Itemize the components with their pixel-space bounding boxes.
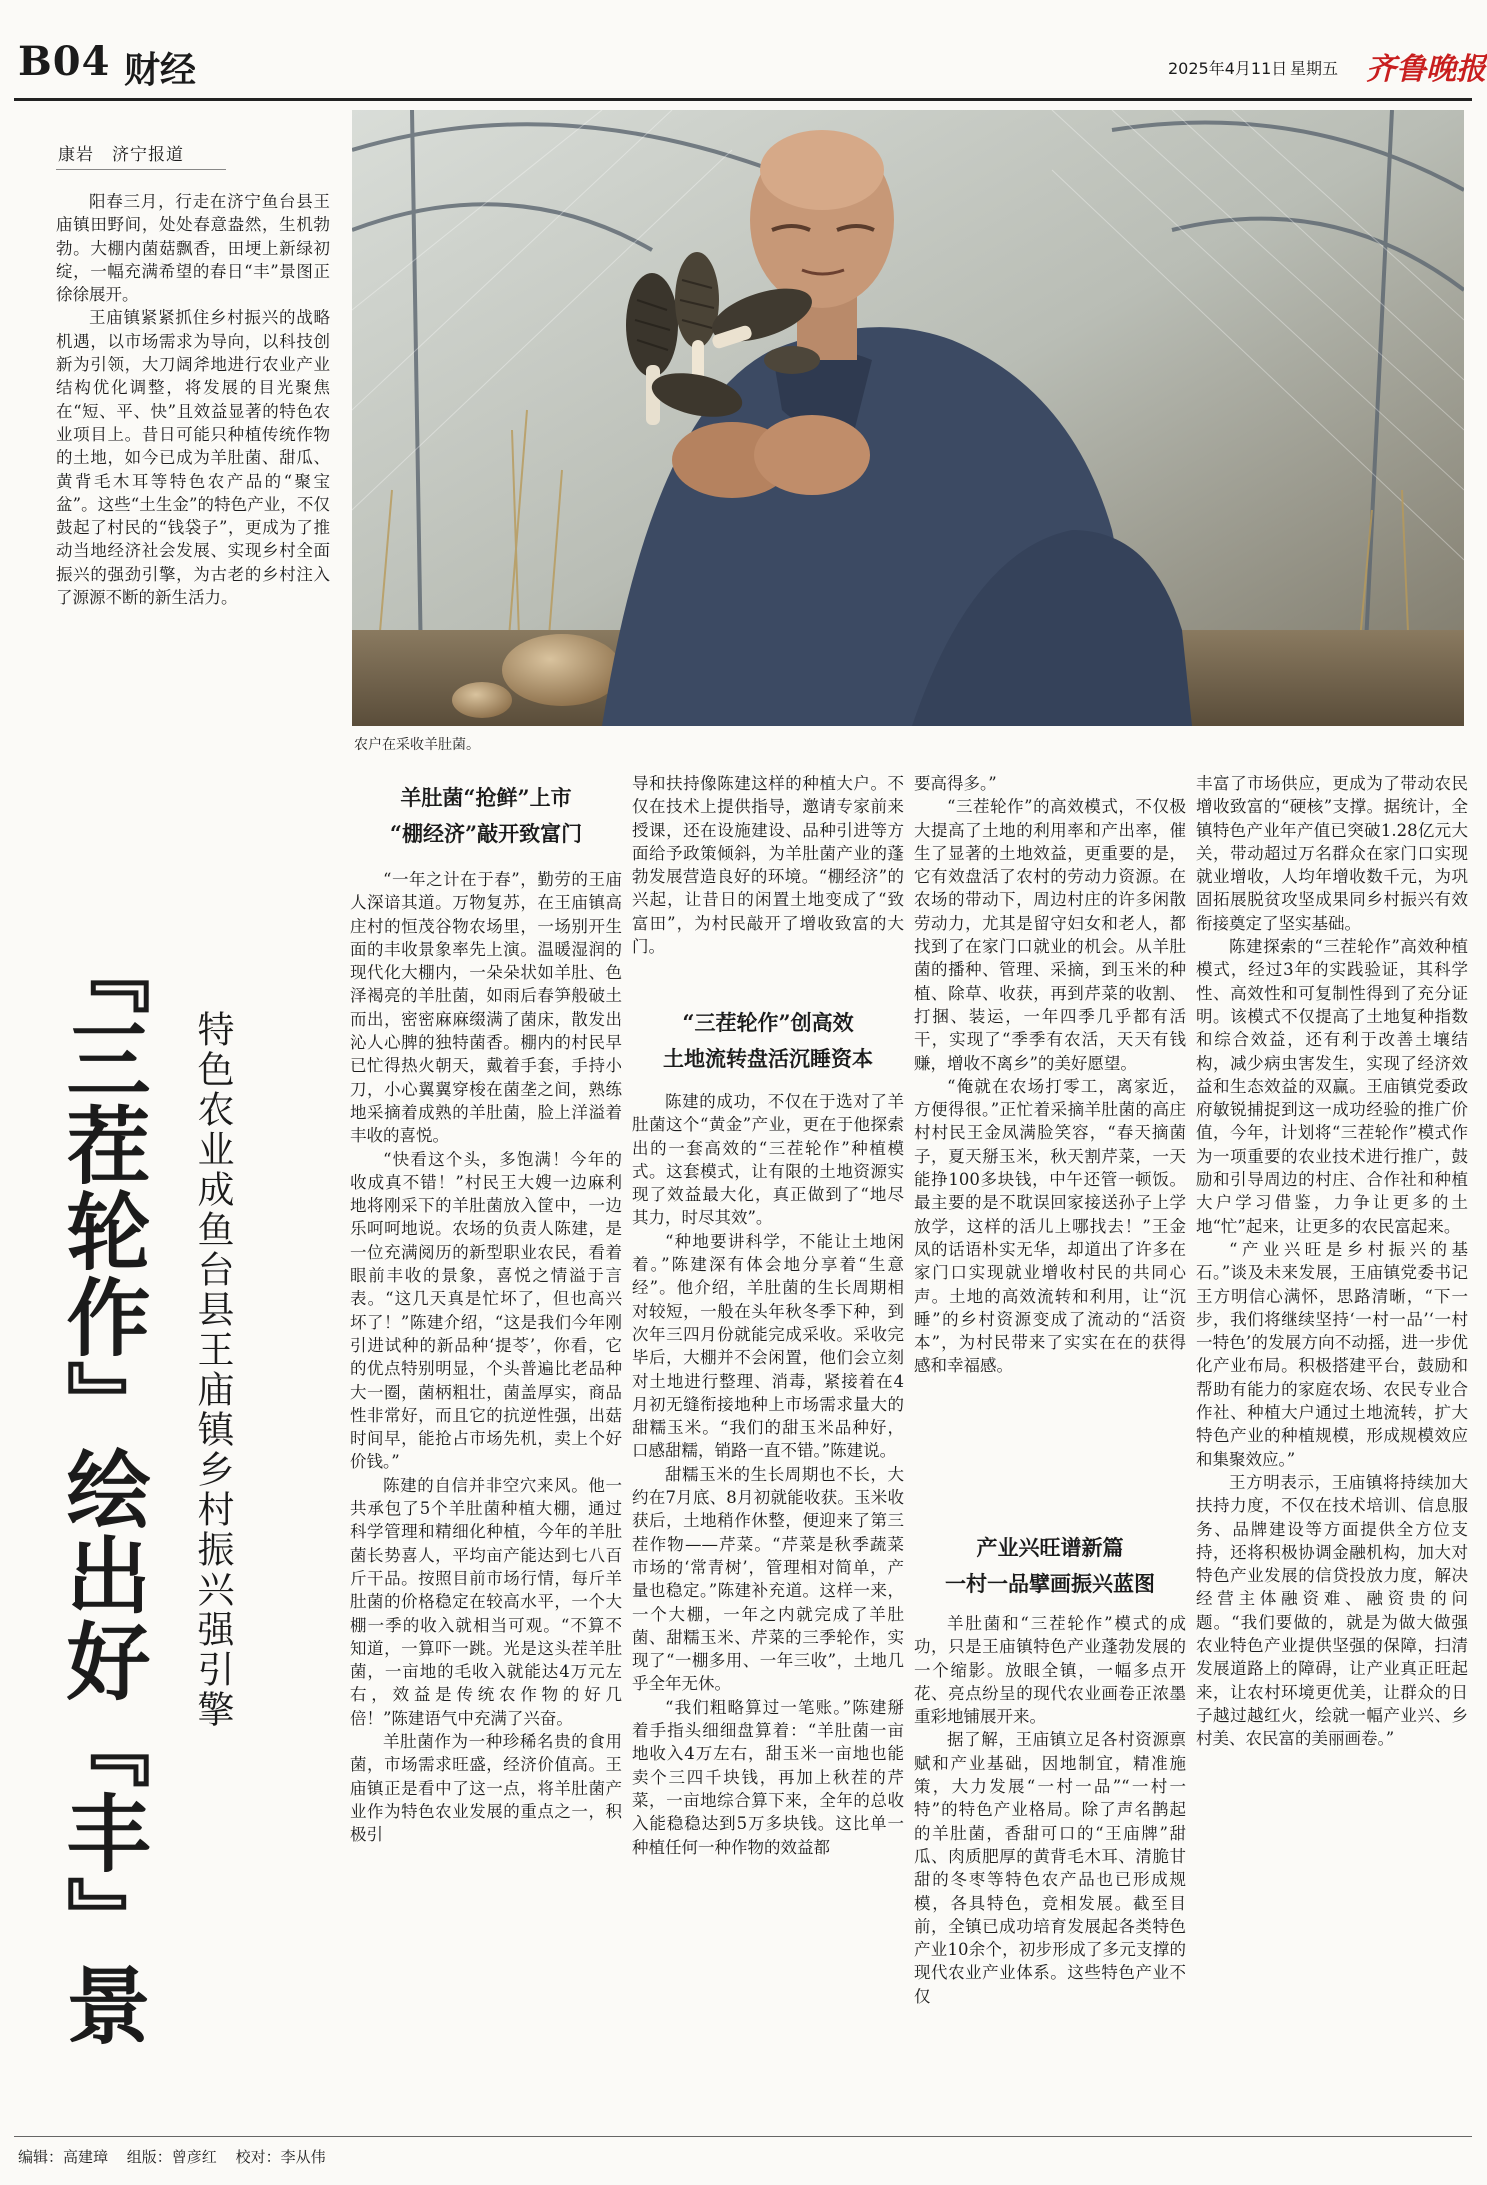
layout-credit: 组版：曾彦红 bbox=[126, 2148, 217, 2166]
article-column bbox=[914, 772, 1186, 1378]
section-heading-line: 产业兴旺谱新篇 bbox=[976, 1535, 1124, 1560]
section-heading-line: “三茬轮作”创高效 bbox=[682, 1010, 854, 1035]
article-paragraph: “快看这个头，多饱满！今年的收成真不错！”村民王大嫂一边麻利地将刚采下的羊肚菌放入筐中，一边乐呵呵地说。农场的负责人陈建，是一位充满阅历的新型职业农民，看着眼前丰收的景象，喜悦之情溢于言表。“这几天真是忙坏了，但也高兴坏了！”陈建介绍，“这是我们今年刚引进试种的新品种‘提苓’，你看，它的优点特别明显，个头普遍比老品种大一圈，菌柄粗壮，菌盖厚实，商品性非常好，而且它的抗逆性强，出菇时间早，能抢占市场先机，卖上个好价钱。” bbox=[350, 1149, 622, 1472]
lead-paragraph: 阳春三月，行走在济宁鱼台县王庙镇田野间，处处春意盎然，生机勃勃。大棚内菌菇飘香，田埂上新绿初绽，一幅充满希望的春日“丰”景图正徐徐展开。 bbox=[56, 192, 330, 305]
article-paragraph: 羊肚菌作为一种珍稀名贵的食用菌，市场需求旺盛，经济价值高。王庙镇正是看中了这一点，将羊肚菌产业作为特色农业发展的重点之一，积极引 bbox=[350, 1731, 622, 1845]
byline-rule bbox=[56, 169, 226, 170]
article-paragraph: “俺就在农场打零工，离家近，方便得很。”正忙着采摘羊肚菌的高庄村村民王金凤满脸笑容，“春天摘菌子，夏天掰玉米，秋天割芹菜，一天能挣100多块钱，中午还管一顿饭。最主要的是不耽误回家接送孙子上学放学，这样的活儿上哪找去！”王金凤的话语朴实无华，却道出了许多在家门口实现就业增收村民的共同心声。土地的高效流转和利用，让“沉睡”的乡村资源变成了流动的“活资本”，为村民带来了实实在在的获得感和幸福感。 bbox=[914, 1076, 1186, 1376]
article-paragraph: 陈建的自信并非空穴来风。他一共承包了5个羊肚菌种植大棚，通过科学管理和精细化种植，今年的羊肚菌长势喜人，平均亩产能达到七八百斤干品。按照目前市场行情，每斤羊肚菌的价格稳定在较高水平，一个大棚一季的收入就相当可观。“不算不知道，一算吓一跳。光是这头茬羊肚菌，一亩地的毛收入就能达4万元左右，效益是传统农作物的好几倍！”陈建语气中充满了兴奋。 bbox=[350, 1475, 622, 1728]
newspaper-masthead: 齐鲁晚报 bbox=[1366, 52, 1486, 87]
issue-date: 2025年4月11日 bbox=[1168, 59, 1288, 78]
subheadline: 特色农业成鱼台县王庙镇乡村振兴强引擎 bbox=[191, 1010, 234, 1730]
lead-paragraph: 王庙镇紧紧抓住乡村振兴的战略机遇，以市场需求为导向，以科技创新为引领，大刀阔斧地进行农业产业结构优化调整，将发展的目光聚焦在“短、平、快”且效益显著的特色农业项目上。昔日可能只种植传统作物的土地，如今已成为羊肚菌、甜瓜、黄背毛木耳等特色农产品的“聚宝盆”。这些“土生金”的特色产业，不仅鼓起了村民的“钱袋子”，更成为了推动当地经济社会发展、实现乡村全面振兴的强劲引擎，为古老的乡村注入了源源不断的新生活力。 bbox=[56, 308, 330, 608]
section-heading-line: 一村一品擘画振兴蓝图 bbox=[945, 1571, 1155, 1596]
page-number: B04 bbox=[18, 38, 111, 85]
section-heading bbox=[914, 1530, 1186, 1602]
article-paragraph: “一年之计在于春”，勤劳的王庙人深谙其道。万物复苏，在王庙镇高庄村的恒茂谷物农场里，一场别开生面的丰收景象率先上演。温暖湿润的现代化大棚内，一朵朵状如羊肚、色泽褐亮的羊肚菌，如雨后春笋般破土而出，密密麻麻缀满了菌床，散发出沁人心脾的独特菌香。棚内的村民早已忙得热火朝天，戴着手套，手持小刀，小心翼翼穿梭在菌垄之间，熟练地采摘着成熟的羊肚菌，脸上洋溢着丰收的喜悦。 bbox=[350, 870, 622, 1146]
headline: 『三茬轮作』绘出好『丰』景 bbox=[53, 930, 152, 2048]
article-column bbox=[350, 868, 622, 1846]
article-paragraph: “种地要讲科学，不能让土地闲着。”陈建深有体会地分享着“生意经”。他介绍，羊肚菌的生长周期相对较短，一般在头年秋冬季下种，到次年三四月份就能完成采收。采收完毕后，大棚并不会闲置，他们会立刻对土地进行整理、消毒，紧接着在4月初无缝衔接地种上市场需求量大的甜糯玉米。“我们的甜玉米品种好，口感甜糯，销路一直不错。”陈建说。 bbox=[632, 1231, 904, 1461]
byline: 康岩 济宁报道 bbox=[58, 145, 184, 165]
article-paragraph: 王方明表示，王庙镇将持续加大扶持力度，不仅在技术培训、信息服务、品牌建设等方面提供全方位支持，还将积极协调金融机构，加大对特色产业发展的信贷投放力度，解决经营主体融资难、融资贵的问题。“我们要做的，就是为做大做强农业特色产业提供坚强的保障，扫清发展道路上的障碍，让产业真正旺起来，让农村环境更优美，让群众的日子越过越红火，绘就一幅产业兴、乡村美、农民富的美丽画卷。” bbox=[1196, 1472, 1468, 1749]
article-paragraph: 陈建的成功，不仅在于选对了羊肚菌这个“黄金”产业，更在于他探索出的一套高效的“三茬轮作”种植模式。这套模式，让有限的土地资源实现了效益最大化，真正做到了“地尽其力，时尽其效”。 bbox=[632, 1092, 904, 1228]
article-paragraph: 要高得多。” bbox=[914, 774, 997, 793]
section-heading-line: “棚经济”敲开致富门 bbox=[389, 821, 583, 846]
article-column bbox=[914, 1612, 1186, 2008]
article-paragraph: 丰富了市场供应，更成为了带动农民增收致富的“硬核”支撑。据统计，全镇特色产业年产值已突破1.28亿元大关，带动超过万名群众在家门口实现就业增收，人均年增收数千元，为巩固拓展脱贫攻坚成果同乡村振兴有效衔接奠定了坚实基础。 bbox=[1196, 774, 1468, 933]
article-paragraph: “三茬轮作”的高效模式，不仅极大提高了土地的利用率和产出率，催生了显著的土地效益，更重要的是，它有效盘活了农村的劳动力资源。在农场的带动下，周边村庄的许多闲散劳动力，尤其是留守妇女和老人，都找到了在家门口就业的机会。从羊肚菌的播种、管理、采摘，到玉米的种植、除草、收获，再到芹菜的收割、打捆、装运，一年四季几乎都有活干，实现了“季季有农活，天天有钱赚，增收不离乡”的美好愿望。 bbox=[914, 797, 1186, 1073]
credits bbox=[18, 2146, 340, 2167]
article-paragraph: 甜糯玉米的生长周期也不长，大约在7月底、8月初就能收获。玉米收获后，土地稍作休整，便迎来了第三茬作物——芹菜。“芹菜是秋季蔬菜市场的‘常青树’，管理相对简单，产量也稳定。”陈建补充道。这样一来，一个大棚，一年之内就完成了羊肚菌、甜糯玉米、芹菜的三季轮作，实现了“一棚多用、一年三收”，土地几乎全年无休。 bbox=[632, 1464, 904, 1694]
article-column bbox=[1196, 772, 1468, 1750]
article-paragraph: 据了解，王庙镇立足各村资源禀赋和产业基础，因地制宜，精准施策，大力发展“一村一品”“一村一特”的特色产业格局。除了声名鹊起的羊肚菌，香甜可口的“王庙牌”甜瓜、肉质肥厚的黄背毛木耳、清脆甘甜的冬枣等特色农产品也已形成规模，各具特色，竞相发展。截至目前，全镇已成功培育发展起各类特色产业10余个，初步形成了多元支撑的现代农业产业体系。这些特色产业不仅 bbox=[914, 1730, 1186, 2006]
article-paragraph: 陈建探索的“三茬轮作”高效种植模式，经过3年的实践验证，其科学性、高效性和可复制性得到了充分证明。该模式不仅提高了土地复种指数和综合效益，还有利于改善土壤结构，减少病虫害发生，实现了经济效益和生态效益的双赢。王庙镇党委政府敏锐捕捉到这一成功经验的推广价值，今年，计划将“三茬轮作”模式作为一项重要的农业技术进行推广，鼓励和引导周边的村庄、合作社和种植大户学习借鉴，力争让更多的土地“忙”起来，让更多的农民富起来。 bbox=[1196, 937, 1468, 1236]
proof-credit: 校对：李从伟 bbox=[235, 2148, 326, 2166]
issue-weekday: 星期五 bbox=[1290, 59, 1339, 78]
lead-column bbox=[56, 190, 330, 609]
section-heading bbox=[632, 1005, 904, 1077]
article-column bbox=[632, 1090, 904, 1859]
article-paragraph: “产业兴旺是乡村振兴的基石。”谈及未来发展，王庙镇党委书记王方明信心满怀，思路清晰，“下一步，我们将继续坚持‘一村一品’‘一村一特色’的发展方向不动摇，进一步优化产业布局。积极搭建平台，鼓励和帮助有能力的家庭农场、农民专业合作社、种植大户通过土地流转，扩大特色产业的种植规模，形成规模效应和集聚效应。” bbox=[1196, 1239, 1468, 1469]
news-photo bbox=[352, 110, 1464, 726]
header-rule bbox=[14, 98, 1472, 101]
section-name: 财经 bbox=[124, 49, 197, 91]
section-heading bbox=[350, 780, 622, 852]
footer-rule bbox=[14, 2136, 1472, 2137]
farmer-with-morels-illustration bbox=[352, 110, 1464, 726]
article-paragraph: “我们粗略算过一笔账。”陈建掰着手指头细细盘算着：“羊肚菌一亩地收入4万左右，甜玉米一亩地也能卖个三四千块钱，再加上秋茬的芹菜，一亩地综合算下来，全年的总收入能稳稳达到5万多块钱。这比单一种植任何一种作物的效益都 bbox=[632, 1697, 904, 1857]
article-column bbox=[632, 772, 904, 958]
editor-credit: 编辑：高建璋 bbox=[18, 2148, 109, 2166]
article-paragraph: 羊肚菌和“三茬轮作”模式的成功，只是王庙镇特色产业蓬勃发展的一个缩影。放眼全镇，一幅多点开花、亮点纷呈的现代农业画卷正浓墨重彩地铺展开来。 bbox=[914, 1614, 1186, 1727]
photo-caption: 农户在采收羊肚菌。 bbox=[354, 737, 480, 753]
section-heading-line: 羊肚菌“抢鲜”上市 bbox=[400, 785, 572, 810]
article-paragraph: 导和扶持像陈建这样的种植大户。不仅在技术上提供指导，邀请专家前来授课，还在设施建设、品种引进等方面给予政策倾斜，为羊肚菌产业的蓬勃发展营造良好的环境。“棚经济”的兴起，让昔日的闲置土地变成了“致富田”，为村民敲开了增收致富的大门。 bbox=[632, 774, 904, 957]
section-heading-line: 土地流转盘活沉睡资本 bbox=[663, 1046, 873, 1071]
